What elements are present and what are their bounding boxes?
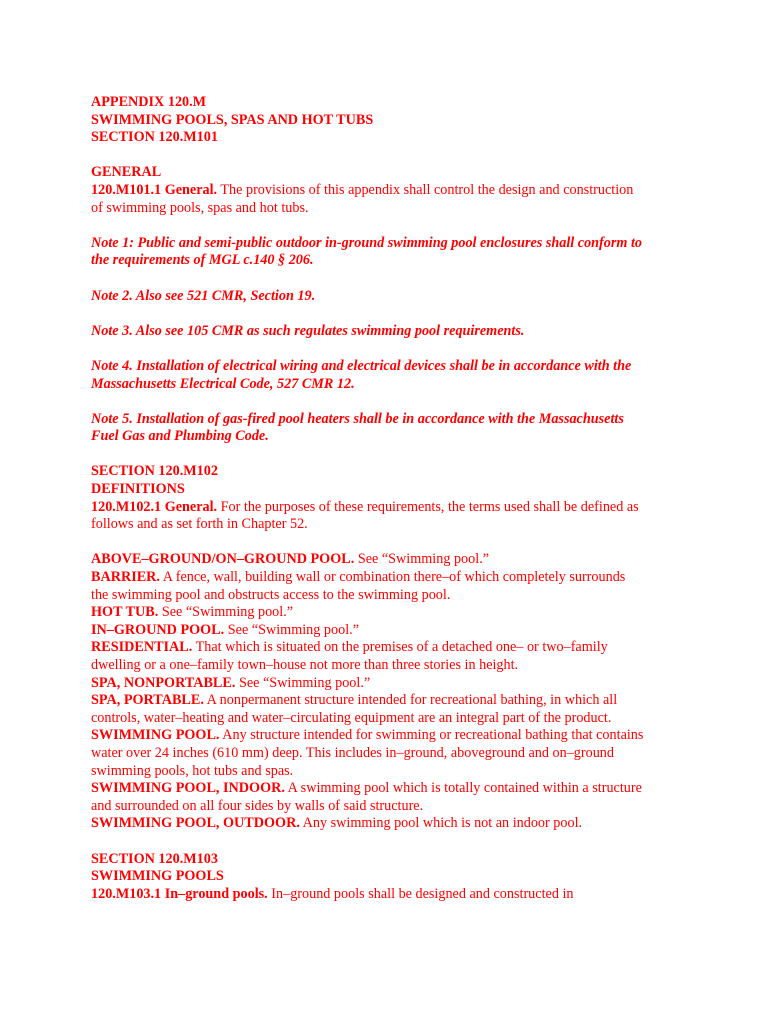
note-4: Note 4. Installation of electrical wiring and electrical devices shall be in accordance with the Massachusetts Electrical Code, 527 CMR 12. bbox=[91, 357, 632, 392]
general-text-line1: The provisions of this appendix shall control the design and construction bbox=[217, 181, 634, 198]
swimming-pools-heading: SWIMMING POOLS bbox=[91, 868, 224, 885]
note-2: Note 2. Also see 521 CMR, Section 19. bbox=[91, 287, 316, 304]
definition-spa-nonportable: SPA, NONPORTABLE. See “Swimming pool.” bbox=[91, 674, 371, 691]
definitions-heading: DEFINITIONS bbox=[91, 481, 185, 498]
appendix-label: APPENDIX 120.M bbox=[91, 94, 207, 110]
note-5: Note 5. Installation of gas-fired pool heaters shall be in accordance with the Massachusetts Fuel Gas and Plumbing Code. bbox=[91, 410, 624, 445]
definition-residential: RESIDENTIAL. That which is situated on the premises of a detached one– or two–family dwelling or a one–family town–house not more than three stories in height. bbox=[91, 639, 608, 673]
definition-hot-tub: HOT TUB. See “Swimming pool.” bbox=[91, 604, 294, 621]
definition-spa-portable: SPA, PORTABLE. A nonpermanent structure intended for recreational bathing, in which all controls, water–heating and water–circulating equipment are an integral part of the product. bbox=[91, 692, 618, 726]
definition-in-ground-pool: IN–GROUND POOL. See “Swimming pool.” bbox=[91, 621, 359, 638]
general-heading: GENERAL bbox=[91, 164, 162, 181]
general-text-line2: of swimming pools, spas and hot tubs. bbox=[91, 199, 309, 216]
section-m101-heading: SECTION 120.M101 bbox=[91, 129, 218, 146]
section-m102-heading: SECTION 120.M102 bbox=[91, 463, 218, 480]
definition-above-ground: ABOVE–GROUND/ON–GROUND POOL. See “Swimming pool.” bbox=[91, 551, 490, 568]
document-page bbox=[91, 94, 691, 903]
appendix-title: SWIMMING POOLS, SPAS AND HOT TUBS bbox=[91, 111, 374, 128]
definition-barrier: BARRIER. A fence, wall, building wall or combination there–of which completely surrounds the swimming pool and obstructs access to the swimming pool. bbox=[91, 569, 626, 603]
definitions-general-paragraph: 120.M102.1 General. For the purposes of these requirements, the terms used shall be defined as follows and as set forth in Chapter 52. bbox=[91, 498, 639, 533]
in-ground-pools-paragraph: 120.M103.1 In–ground pools. In–ground pools shall be designed and constructed in bbox=[91, 885, 574, 902]
general-paragraph bbox=[91, 182, 691, 217]
definition-swimming-pool-outdoor: SWIMMING POOL, OUTDOOR. Any swimming pool which is not an indoor pool. bbox=[91, 815, 583, 832]
general-term: 120.M101.1 General. bbox=[91, 181, 218, 198]
definition-swimming-pool-indoor: SWIMMING POOL, INDOOR. A swimming pool which is totally contained within a structure and surrounded on all four sides by walls of said structure. bbox=[91, 780, 642, 814]
note-1: Note 1: Public and semi-public outdoor in-ground swimming pool enclosures shall conform to the requirements of MGL c.140 § 206. bbox=[91, 234, 643, 269]
section-m103-heading: SECTION 120.M103 bbox=[91, 850, 218, 867]
definition-swimming-pool: SWIMMING POOL. Any structure intended for swimming or recreational bathing that contains water over 24 inches (610 mm) deep. This includes in–ground, aboveground and on–ground swimming pools, hot tubs and spas. bbox=[91, 727, 644, 779]
note-3: Note 3. Also see 105 CMR as such regulates swimming pool requirements. bbox=[91, 322, 525, 339]
